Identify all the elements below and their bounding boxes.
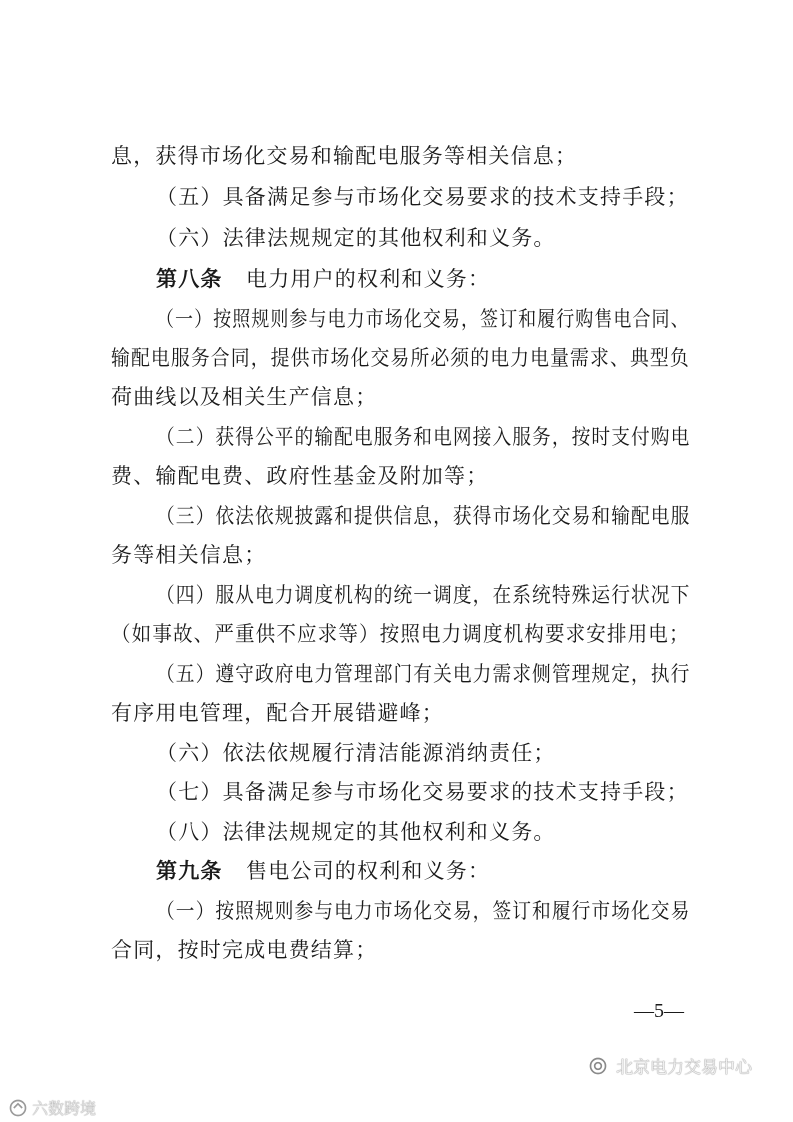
article-title: 售电公司的权利和义务： [246, 859, 491, 883]
text-line: （一）按照规则参与电力市场化交易，签订和履行市场化交易 [156, 899, 691, 923]
article-heading: 第九条 [156, 858, 223, 883]
text-line: （一）按照规则参与电力市场化交易，签订和履行购售电合同、 [156, 307, 690, 331]
text-line: 合同，按时完成电费结算； [111, 938, 378, 962]
article-title: 电力用户的权利和义务： [246, 267, 491, 291]
article-heading: 第八条 [156, 266, 223, 291]
text-line: 有序用电管理，配合开展错避峰； [111, 701, 444, 725]
watermark-brand [8, 1096, 96, 1119]
watermark-source [588, 1053, 752, 1078]
text-line: （五）具备满足参与市场化交易要求的技术支持手段； [156, 185, 689, 209]
text-line: （六）法律法规规定的其他权利和义务。 [156, 226, 556, 250]
text-line: （四）服从电力调度机构的统一调度，在系统特殊运行状况下 [156, 583, 691, 607]
text-line: （如事故、严重供不应求等）按照电力调度机构要求安排用电； [111, 622, 690, 646]
text-line: 息，获得市场化交易和输配电服务等相关信息； [111, 144, 578, 168]
watermark-brand-text: 六数跨境 [32, 1099, 97, 1118]
wechat-icon [588, 1056, 608, 1076]
text-line: 务等相关信息； [111, 543, 267, 567]
text-line: （五）遵守政府电力管理部门有关电力需求侧管理规定，执行 [156, 662, 691, 686]
text-line: （八）法律法规规定的其他权利和义务。 [156, 820, 556, 844]
text-line: 输配电服务合同，提供市场化交易所必须的电力电量需求、典型负 [111, 346, 690, 370]
page-number: —5— [634, 1000, 684, 1022]
watermark-source-text: 北京电力交易中心 [616, 1058, 752, 1078]
text-line: 荷曲线以及相关生产信息； [111, 385, 378, 409]
text-line: （二）获得公平的输配电服务和电网接入服务，按时支付购电 [156, 425, 691, 449]
text-line: （七）具备满足参与市场化交易要求的技术支持手段； [156, 780, 689, 804]
text-line: 费、输配电费、政府性基金及附加等； [111, 464, 489, 488]
brand-logo-icon [8, 1098, 28, 1118]
text-line: （三）依法依规披露和提供信息，获得市场化交易和输配电服 [156, 504, 691, 528]
text-line: （六）依法依规履行清洁能源消纳责任； [156, 741, 556, 765]
